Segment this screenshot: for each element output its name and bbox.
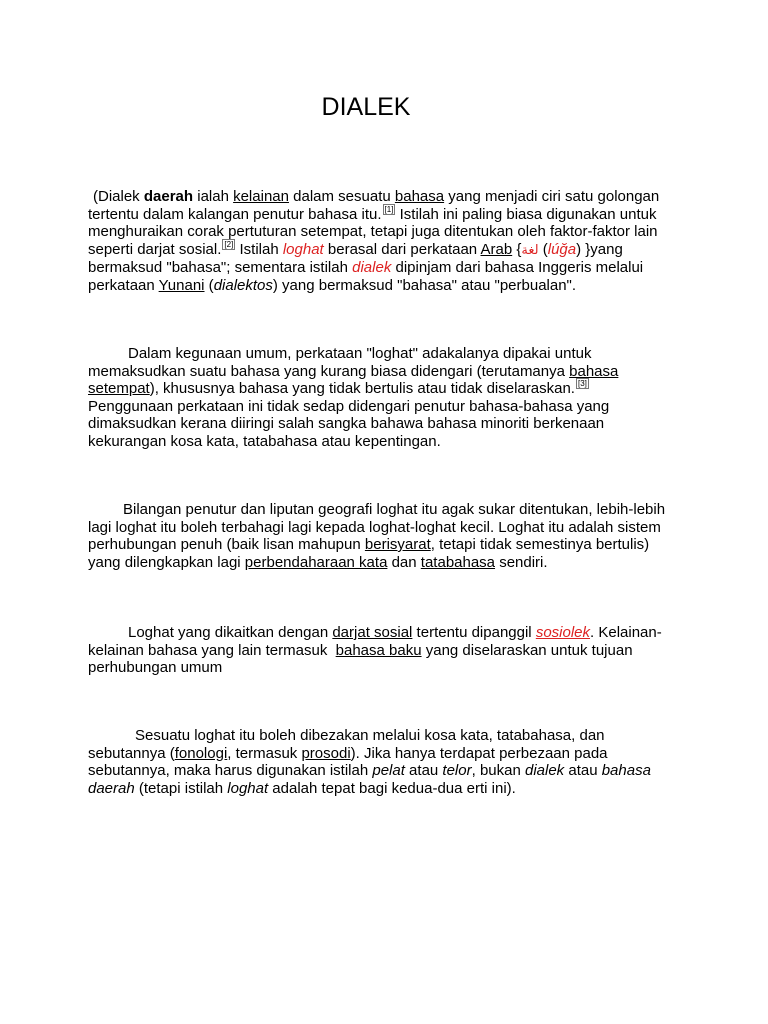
p3-line-4 [88, 554, 688, 572]
text: kelainan bahasa yang lain termasuk [88, 641, 336, 659]
text: sebutannya ( [88, 744, 175, 762]
p3-line-2: lagi loghat itu boleh terbahagi lagi kepada loghat-loghat kecil. Loghat itu adalah sistem [88, 518, 661, 536]
text: sendiri. [495, 553, 548, 571]
p1-line-6 [88, 277, 688, 295]
text: ), khususnya bahasa yang tidak bertulis atau tidak diselaraskan. [149, 380, 575, 397]
italic-dialektos: dialektos [213, 276, 273, 294]
paragraph-5 [88, 727, 688, 797]
italic-bahasa: bahasa [601, 762, 651, 779]
footnote-ref-2[interactable]: [2] [224, 239, 234, 249]
text: { [512, 240, 522, 258]
text: dalam sesuatu [288, 188, 395, 205]
p5-line-3 [88, 762, 688, 780]
p1-line-1 [88, 188, 688, 206]
text: dan [387, 553, 421, 571]
text: (Dialek [93, 188, 144, 205]
footnote-ref-1[interactable]: [1] [384, 204, 394, 214]
link-bahasa[interactable]: bahasa [394, 188, 445, 205]
text: perkataan [88, 276, 159, 294]
link-prosodi[interactable]: prosodi [301, 744, 351, 762]
text: ( [204, 276, 214, 294]
text: memaksudkan suatu bahasa yang kurang biasa didengari (terutamanya [88, 362, 570, 380]
link-setempat[interactable]: setempat [88, 380, 150, 397]
bold-term-daerah: daerah [143, 188, 194, 205]
text: , termasuk [227, 744, 302, 762]
link-luga[interactable]: lúğa [547, 240, 577, 258]
italic-dialek: dialek [524, 762, 565, 779]
p2-line-3 [88, 380, 688, 398]
link-bahasa-baku[interactable]: bahasa baku [335, 641, 422, 659]
paragraph-3 [88, 501, 688, 571]
p2-line-6: kekurangan kosa kata, tatabahasa atau kepentingan. [88, 432, 441, 450]
link-loghat[interactable]: loghat [282, 240, 324, 258]
p4-line-2 [88, 642, 688, 660]
link-bahasa-setempat[interactable]: bahasa [569, 362, 619, 380]
p1-line-2 [88, 206, 688, 224]
link-yunani[interactable]: Yunani [158, 276, 205, 294]
link-berisyarat[interactable]: berisyarat [364, 536, 431, 553]
p2-line-5: dimaksudkan kerana diiringi salah sangka bahawa bahasa minoriti berkenaan [88, 415, 605, 432]
link-sosiolek[interactable]: sosiolek [535, 624, 591, 641]
italic-loghat: loghat [227, 779, 269, 797]
text: sebutannya, maka harus digunakan istilah [88, 762, 373, 779]
p4-line-1 [88, 624, 688, 642]
arabic-word: لغة [521, 242, 539, 258]
p1-line-5 [88, 259, 688, 277]
text: tertentu dalam kalangan penutur bahasa itu. [88, 205, 382, 223]
link-perbendaharaan-kata[interactable]: perbendaharaan kata [244, 553, 388, 571]
text: ) yang bermaksud "bahasa" atau "perbualan". [272, 276, 577, 294]
p2-line-2 [88, 363, 688, 381]
p1-line-4 [88, 241, 688, 260]
p5-line-1: Sesuatu loghat itu boleh dibezakan melalui kosa kata, tatabahasa, dan [135, 727, 605, 744]
text: seperti darjat sosial. [88, 240, 222, 258]
italic-pelat: pelat [372, 762, 405, 779]
text: atau [404, 762, 443, 779]
p5-line-2 [88, 745, 688, 763]
text: yang menjadi ciri satu golongan [444, 188, 660, 205]
italic-telor: telor [442, 762, 472, 779]
text: atau [564, 762, 602, 779]
p2-line-4: Penggunaan perkataan ini tidak sedap didengari penutur bahasa-bahasa yang [88, 397, 610, 415]
text: yang dilengkapkan lagi [88, 553, 245, 571]
p3-line-3 [88, 536, 688, 554]
paragraph-4 [88, 624, 688, 677]
italic-daerah: daerah [88, 779, 135, 797]
text: (tetapi istilah [134, 779, 228, 797]
text: bermaksud "bahasa"; sementara istilah [88, 259, 353, 276]
text: berasal dari perkataan [323, 240, 481, 258]
link-tatabahasa[interactable]: tatabahasa [420, 553, 496, 571]
text: , bukan [471, 762, 525, 779]
link-kelainan[interactable]: kelainan [233, 188, 289, 205]
link-darjat-sosial[interactable]: darjat sosial [332, 624, 413, 641]
text: Istilah [235, 240, 283, 258]
text: dipinjam dari bahasa Inggeris melalui [391, 259, 644, 276]
p4-line-3: perhubungan umum [88, 659, 223, 676]
link-fonologi[interactable]: fonologi [174, 744, 228, 762]
text: . Kelainan- [590, 624, 662, 641]
text: ). Jika hanya terdapat perbezaan pada [350, 744, 608, 762]
text: Istilah ini paling biasa digunakan untuk [395, 205, 657, 223]
paragraph-2 [88, 345, 688, 450]
text: perhubungan penuh (baik lisan mahupun [88, 536, 365, 553]
text: ) }yang [576, 240, 623, 258]
p1-line-3: menghuraikan corak pertuturan setempat, tetapi juga ditentukan oleh faktor-faktor lain [88, 223, 658, 240]
text: , tetapi tidak semestinya bertulis) [430, 536, 650, 553]
link-dialek[interactable]: dialek [352, 259, 392, 276]
text: ( [538, 240, 548, 258]
document-title: DIALEK [321, 93, 411, 121]
text: tertentu dipanggil [412, 624, 536, 641]
text: yang diselaraskan untuk tujuan [421, 641, 633, 659]
text: ialah [193, 188, 234, 205]
p2-line-1: Dalam kegunaan umum, perkataan "loghat" adakalanya dipakai untuk [128, 345, 592, 362]
paragraph-1 [88, 188, 688, 294]
p3-line-1: Bilangan penutur dan liputan geografi loghat itu agak sukar ditentukan, lebih-lebih [123, 501, 666, 518]
footnote-ref-3[interactable]: [3] [577, 379, 587, 388]
link-arab[interactable]: Arab [480, 240, 513, 258]
text: adalah tepat bagi kedua-dua erti ini). [268, 779, 516, 797]
p5-line-4 [88, 780, 688, 798]
text: Loghat yang dikaitkan dengan [128, 624, 333, 641]
